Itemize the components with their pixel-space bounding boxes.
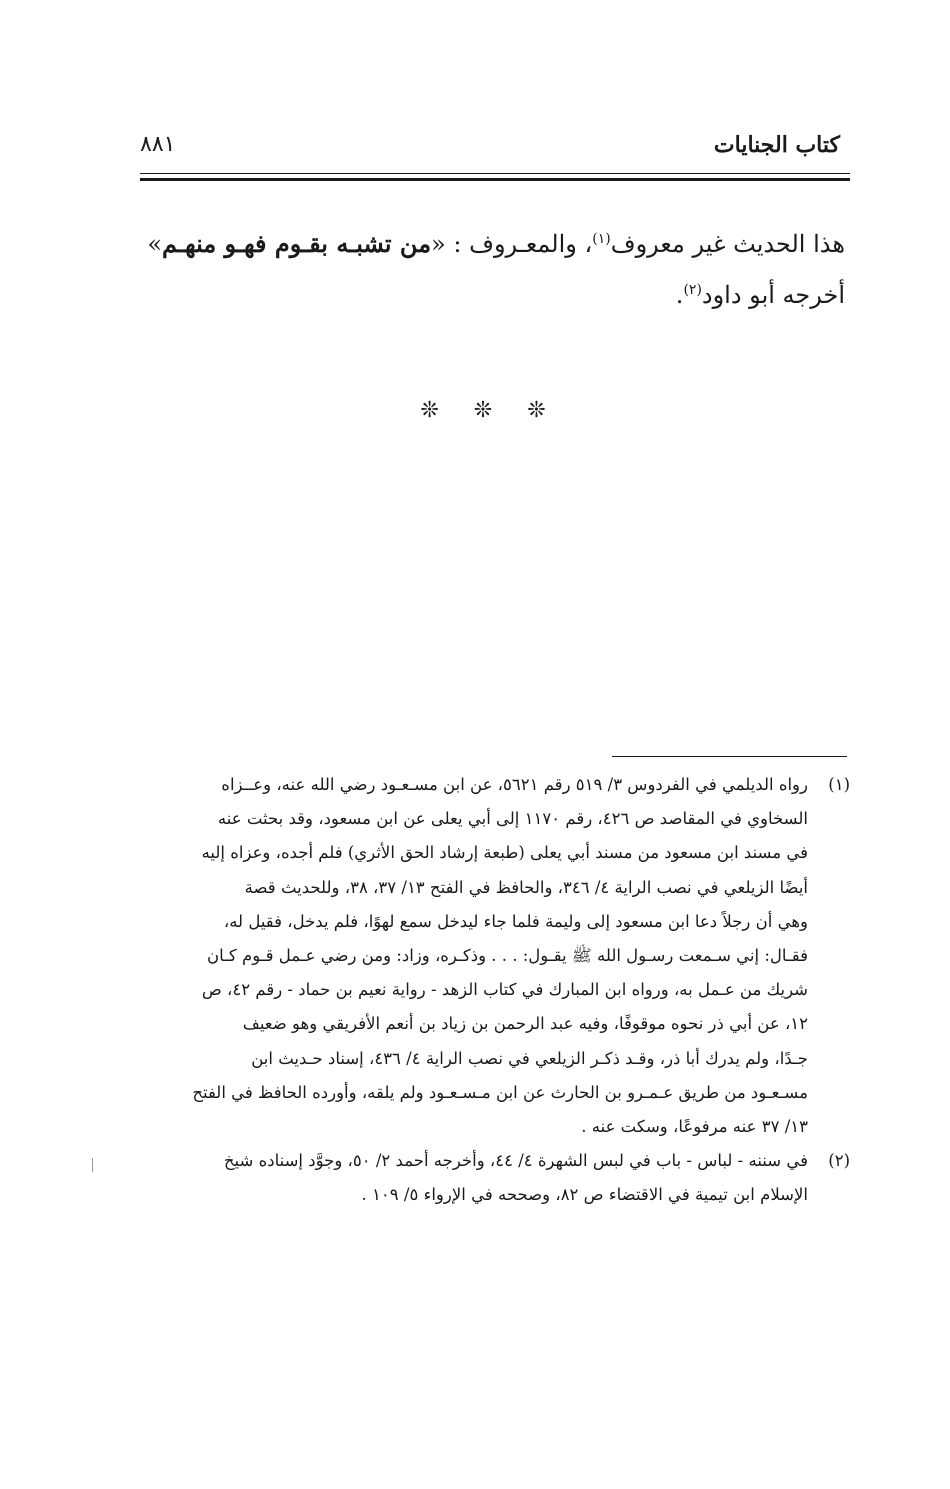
footnote-2 — [130, 1144, 850, 1212]
footnote-line: في سننه - لباس - باب في لبس الشهرة ٤/ ٤٤، وأخرجه أحمد ٢/ ٥٠، وجوَّد إسناده شيخ — [223, 1151, 808, 1171]
running-header-title: كتاب الجنايات — [713, 132, 840, 158]
footnotes — [130, 768, 850, 1213]
footnote-line: فقـال: إني سـمعت رسـول الله ﷺ يقـول: . . . وذكـره، وزاد: ومن رضي عـمل قـوم كـان — [206, 946, 808, 966]
footnote-line: الإسلام ابن تيمية في الاقتضاء ص ٨٢، وصححه في الإرواء ٥/ ١٠٩ . — [361, 1185, 808, 1205]
footnote-line: السخاوي في المقاصد ص ٤٢٦، رقم ١١٧٠ إلى أبي يعلى عن ابن مسعود، وقد بحثت عنه — [217, 809, 808, 829]
footnote-number: (١) — [828, 775, 850, 794]
footnote-rule — [612, 756, 847, 757]
footnote-line: ١٢، عن أبي ذر نحوه موقوفًا، وفيه عبد الرحمن بن زياد بن أنعم الأفريقي وهو ضعيف — [242, 1014, 808, 1034]
main-text-segment: أخرجه أبو داود — [701, 281, 845, 309]
main-text — [130, 218, 845, 321]
footnote-line: ١٣/ ٣٧ عنه مرفوعًا، وسكت عنه . — [581, 1117, 808, 1137]
quote-close: » — [147, 230, 163, 258]
footnote-line: أيضًا الزيلعي في نصب الراية ٤/ ٣٤٦، والحافظ في الفتح ١٣/ ٣٧، ٣٨، وللحديث قصة — [244, 877, 808, 897]
main-text-line-2 — [130, 270, 845, 321]
main-text-segment: . — [675, 281, 684, 309]
section-separator: ❊ ❊ ❊ — [420, 398, 560, 423]
footnote-1 — [130, 768, 850, 1144]
footnote-line: رواه الديلمي في الفردوس ٣/ ٥١٩ رقم ٥٦٢١، عن ابن مسـعـود رضي الله عنه، وعــزاه — [221, 775, 808, 794]
header-rule-thin — [140, 173, 850, 174]
footnote-line: شريك من عـمل به، ورواه ابن المبارك في كتاب الزهد - رواية نعيم بن حماد - رقم ٤٢، ص — [201, 980, 808, 1000]
footnote-number: (٢) — [828, 1151, 850, 1171]
main-text-segment: ، والمعـروف : « — [431, 230, 593, 258]
main-text-segment: هذا الحديث غير معروف — [610, 230, 845, 258]
page-number: ٨٨١ — [140, 132, 176, 157]
margin-mark — [92, 1158, 93, 1172]
hadith-quote: من تشبـه بقـوم فهـو منهـم — [162, 229, 432, 258]
footnote-ref-1[interactable]: (١) — [592, 231, 611, 247]
main-text-line-1 — [130, 218, 845, 270]
footnote-line: جـدًا، ولم يدرك أبا ذر، وقـد ذكـر الزيلعي في نصب الراية ٤/ ٤٣٦، إسناد حـديث ابن — [251, 1048, 808, 1068]
header-rule-thick — [140, 178, 850, 181]
footnote-line: في مسند ابن مسعود من مسند أبي يعلى (طبعة إرشاد الحق الأثري) فلم أجده، وعزاه إليه — [201, 843, 808, 863]
footnote-line: مسـعـود من طريق عـمـرو بن الحارث عن ابن مـسـعـود ولم يلقه، وأورده الحافظ في الفتح — [192, 1082, 808, 1102]
footnote-line: وهي أن رجلاً دعا ابن مسعود إلى وليمة فلما جاء ليدخل سمع لهوًا، فلم يدخل، فقيل له، — [223, 911, 808, 931]
footnote-ref-2[interactable]: (٢) — [683, 282, 702, 298]
